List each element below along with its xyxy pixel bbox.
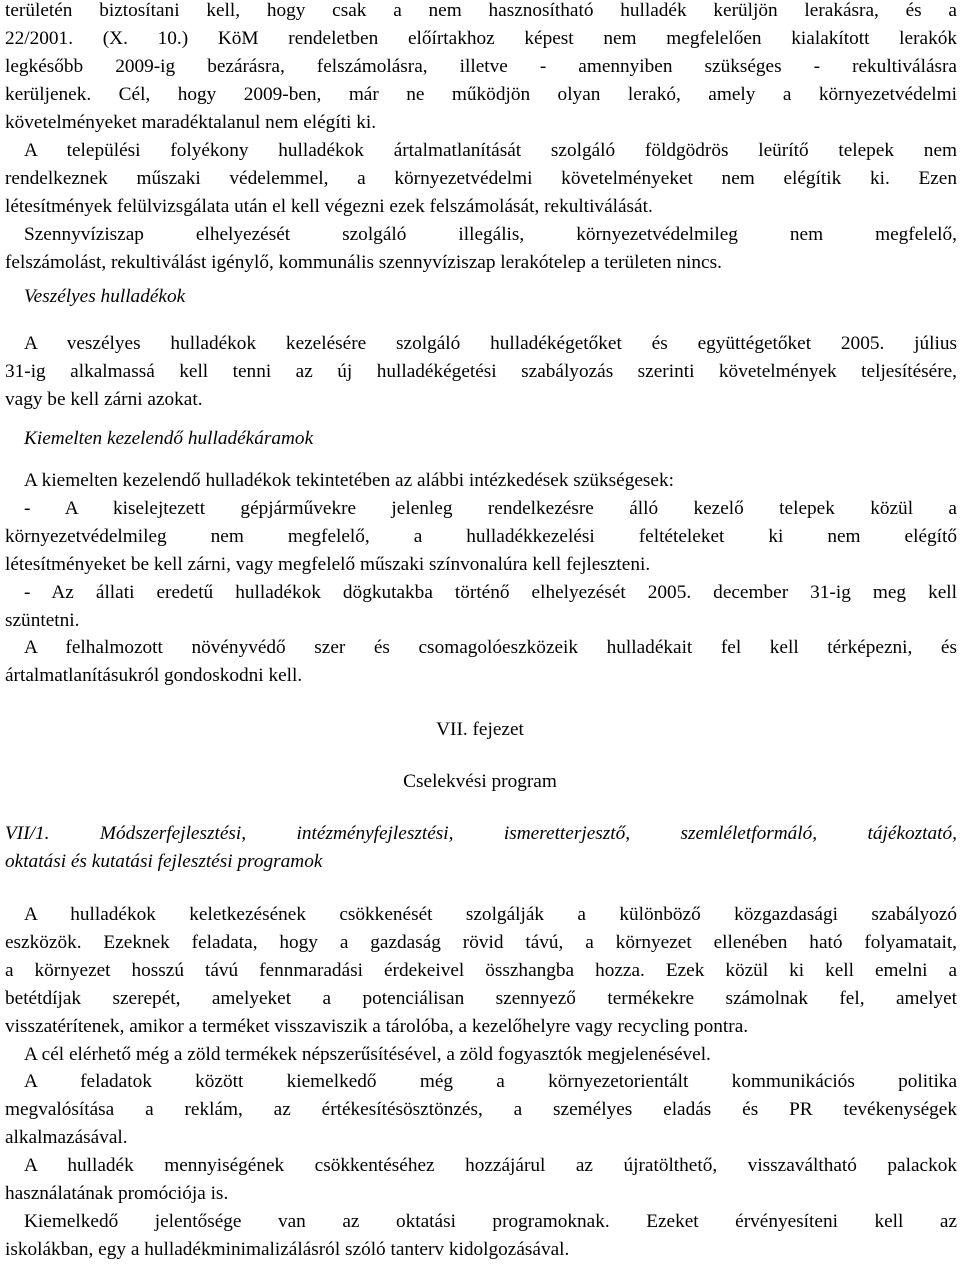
text-line: környezetvédelmileg nem megfelelő, a hulladékkezelési feltételeket ki nem elégítő bbox=[5, 525, 957, 547]
text-line: alkalmazásával. bbox=[5, 1127, 128, 1149]
chapter-title: Cselekvési program bbox=[403, 771, 557, 792]
text-line: eszközök. Ezeknek feladata, hogy a gazdaság rövid távú, a környezet ellenében ható folyamatait, bbox=[5, 931, 957, 953]
text-line: - A kiselejtezett gépjárművekre jelenleg rendelkezésre álló kezelő telepek közül a bbox=[24, 497, 957, 519]
text-line: A hulladék mennyiségének csökkentéséhez hozzájárul az újratölthető, visszaváltható palackok bbox=[24, 1155, 957, 1177]
text-line: 31-ig alkalmassá kell tenni az új hulladékégetési szabályozás szerinti követelmények teljesítésére, bbox=[5, 360, 957, 382]
text-line: oktatási és kutatási fejlesztési programok bbox=[5, 850, 323, 872]
text-line: 22/2001. (X. 10.) KöM rendeletben előírtakhoz képest nem megfelelően kialakított lerakók bbox=[5, 27, 957, 49]
text-line: vagy be kell zárni azokat. bbox=[5, 388, 203, 410]
text-line: A hulladékok keletkezésének csökkenését szolgálják a különböző közgazdasági szabályozó bbox=[24, 904, 957, 925]
text-line: betétdíjak szerepét, amelyeket a potenciálisan szennyező termékekre számolnak fel, amelyet bbox=[5, 987, 957, 1009]
text-line: létesítmények felülvizsgálata után el kell végezni ezek felszámolását, rekultiválását. bbox=[5, 195, 653, 217]
hazardous-paragraph bbox=[5, 330, 957, 414]
hazardous-heading: Veszélyes hulladékok bbox=[24, 286, 186, 307]
text-line: szüntetni. bbox=[5, 609, 80, 631]
text-line: kerüljenek. Cél, hogy 2009-ben, már ne működjön olyan lerakó, amely a környezetvédelmi bbox=[5, 83, 957, 105]
text-line: iskolákban, egy a hulladékminimalizálásról szóló tanterv kidolgozásával. bbox=[5, 1238, 570, 1260]
text-line: A kiemelten kezelendő hulladékok tekintetében az alábbi intézkedések szükségesek: bbox=[24, 470, 674, 491]
text-line: létesítményeket be kell zárni, vagy megfelelő műszaki színvonalúra kell fejleszteni. bbox=[5, 553, 651, 575]
text-line: megvalósítása a reklám, az értékesítésösztönzés, a személyes eladás és PR tevékenységek bbox=[5, 1099, 957, 1121]
text-line: Szennyvíziszap elhelyezését szolgáló illegális, környezetvédelmileg nem megfelelő, bbox=[24, 224, 957, 245]
text-line: használatának promóciója is. bbox=[5, 1183, 229, 1205]
text-line: visszatérítenek, amikor a terméket visszaviszik a tárolóba, a kezelőhelyre vagy recycling pontra. bbox=[5, 1015, 749, 1037]
text-line: VII/1. Módszerfejlesztési, intézményfejlesztési, ismeretterjesztő, szemléletformáló, tájékoztató, bbox=[5, 823, 957, 844]
special-waste-paragraph bbox=[5, 467, 957, 690]
text-line: A települési folyékony hulladékok ártalmatlanítását szolgáló földgödrös leürítő telepek nem bbox=[24, 140, 957, 161]
sewage-sludge-paragraph bbox=[5, 221, 957, 277]
text-line: A cél elérhető még a zöld termékek népszerűsítésével, a zöld fogyasztók megjelenésével. bbox=[24, 1043, 711, 1065]
intro-paragraph bbox=[5, 0, 957, 137]
text-line: Kiemelkedő jelentősége van az oktatási programoknak. Ezeket érvényesíteni kell az bbox=[24, 1210, 957, 1232]
text-line: A veszélyes hulladékok kezelésére szolgáló hulladékégetőket és együttégetőket 2005. július bbox=[24, 333, 957, 354]
text-line: - Az állati eredetű hulladékok dögkutakba történő elhelyezését 2005. december 31-ig meg kell bbox=[24, 581, 957, 603]
text-line: rendelkeznek műszaki védelemmel, a környezetvédelmi követelményeket nem elégítik ki. Ezen bbox=[5, 167, 957, 189]
text-line: A felhalmozott növényvédő szer és csomagolóeszközeik hulladékait fel kell térképezni, és bbox=[24, 637, 957, 659]
section-paragraphs bbox=[5, 901, 957, 1264]
text-line: ártalmatlanításukról gondoskodni kell. bbox=[5, 665, 303, 687]
special-waste-heading: Kiemelten kezelendő hulladékáramok bbox=[24, 428, 314, 449]
text-line: területén biztosítani kell, hogy csak a nem hasznosítható hulladék kerüljön lerakásra, és a bbox=[5, 0, 957, 21]
text-line: A feladatok között kiemelkedő még a környezetorientált kommunikációs politika bbox=[24, 1071, 957, 1093]
chapter-number: VII. fejezet bbox=[436, 719, 524, 740]
text-line: legkésőbb 2009-ig bezárásra, felszámolásra, illetve - amennyiben szükséges - rekultiválásra bbox=[5, 55, 957, 77]
section-heading bbox=[5, 820, 957, 876]
text-line: a környezet hosszú távú fennmaradási érdekeivel összhangba hozza. Ezek közül ki kell emelni a bbox=[5, 959, 957, 981]
liquid-waste-paragraph bbox=[5, 137, 957, 221]
text-line: követelményeket maradéktalanul nem elégíti ki. bbox=[5, 111, 377, 133]
text-line: felszámolást, rekultiválást igénylő, kommunális szennyvíziszap lerakótelep a területen nincs. bbox=[5, 251, 722, 273]
